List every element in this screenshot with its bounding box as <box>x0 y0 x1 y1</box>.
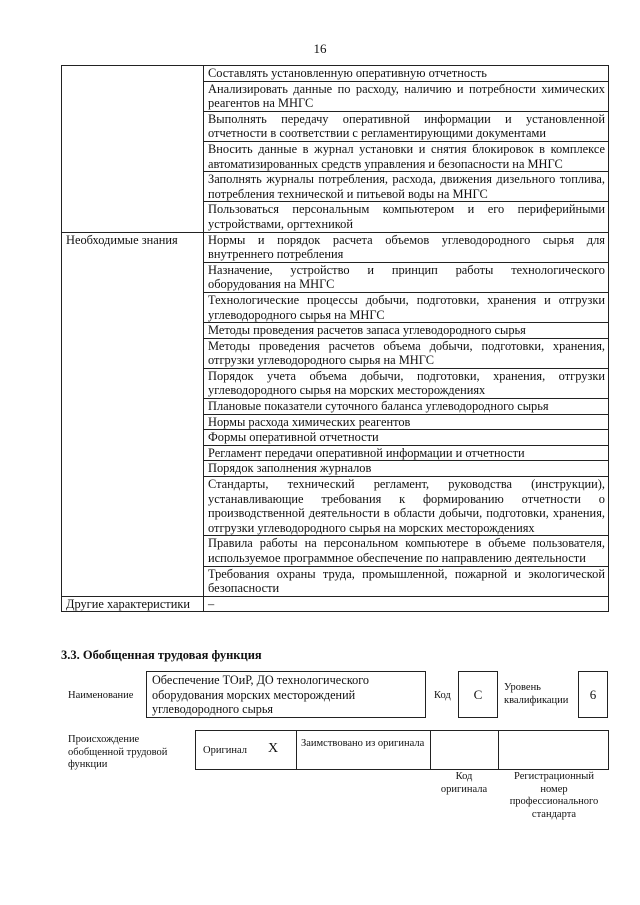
level-label: Уровень квалификации <box>504 682 569 706</box>
registration-number-caption: Регистрационный номер профессионального стандарта <box>509 771 599 820</box>
code-label: Код <box>434 690 451 701</box>
table-row <box>62 232 609 262</box>
page-number: 16 <box>313 41 327 56</box>
skill-item: Анализировать данные по расходу, наличию и потребности химических реагентов на МНГС <box>204 81 609 111</box>
knowledge-item: Порядок заполнения журналов <box>204 461 609 477</box>
name-label: Наименование <box>68 690 134 701</box>
level-value: 6 <box>589 687 597 702</box>
knowledge-item: Правила работы на персональном компьютере в объеме пользователя, используемое программное обеспечение по направлению деятельности <box>204 536 609 566</box>
divider <box>498 730 499 770</box>
table-row <box>62 596 609 612</box>
skill-item: Выполнять передачу оперативной информации и установленной отчетности в соответствии с регламентирующими документами <box>204 111 609 141</box>
table-row <box>62 66 609 82</box>
knowledge-item: Назначение, устройство и принцип работы технологического оборудования на МНГС <box>204 262 609 292</box>
skill-item: Заполнять журналы потребления, расхода, движения дизельного топлива, потребления технической и питьевой воды на МНГС <box>204 172 609 202</box>
knowledge-item: Формы оперативной отчетности <box>204 430 609 446</box>
knowledge-item: Плановые показатели суточного баланса углеводородного сырья <box>204 399 609 415</box>
borrowed-label: Заимствовано из оригинала <box>301 738 425 749</box>
code-box <box>458 671 498 718</box>
knowledge-item: Требования охраны труда, промышленной, пожарной и экологической безопасности <box>204 566 609 596</box>
knowledge-item: Стандарты, технический регламент, руководства (инструкции), устанавливающие требования к формированию отчетности о производственной деятельности в области добычи, подготовки, хранения, отгрузки углеводородного сырья на морских месторождениях <box>204 477 609 536</box>
knowledge-item: Нормы расхода химических реагентов <box>204 414 609 430</box>
other-value: – <box>204 596 609 612</box>
divider <box>296 730 297 770</box>
code-value: С <box>473 687 483 702</box>
knowledge-item: Методы проведения расчетов объема добычи, подготовки, хранения, отгрузки углеводородного сырья на МНГС <box>204 338 609 368</box>
code-original-caption: Код оригинала <box>440 771 488 795</box>
skill-item: Составлять установленную оперативную отчетность <box>204 66 609 82</box>
knowledge-item: Технологические процессы добычи, подготовки, хранения и отгрузки углеводородного сырья на МНГС <box>204 292 609 322</box>
knowledge-item: Регламент передачи оперативной информации и отчетности <box>204 445 609 461</box>
table-cell-empty <box>62 66 204 233</box>
origin-label: Происхождение обобщенной трудовой функции <box>68 734 168 770</box>
knowledge-item: Нормы и порядок расчета объемов углеводородного сырья для внутреннего потребления <box>204 232 609 262</box>
knowledge-label: Необходимые знания <box>62 232 204 596</box>
other-label: Другие характеристики <box>62 596 204 612</box>
knowledge-item: Методы проведения расчетов запаса углеводородного сырья <box>204 323 609 339</box>
original-label: Оригинал <box>203 745 247 756</box>
original-mark: X <box>268 741 279 756</box>
skills-knowledge-table <box>61 65 609 612</box>
skill-item: Вносить данные в журнал установки и снятия блокировок в комплексе автоматизированных средств управления и безопасности на МНГС <box>204 141 609 171</box>
function-name-box <box>146 671 426 718</box>
level-box <box>578 671 608 718</box>
function-name-value: Обеспечение ТОиР, ДО технологического оборудования морских месторождений углеводородного сырья <box>152 673 370 716</box>
divider <box>430 730 431 770</box>
knowledge-item: Порядок учета объема добычи, подготовки, хранения, отгрузки углеводородного сырья на морских месторождениях <box>204 368 609 398</box>
skill-item: Пользоваться персональным компьютером и его периферийными устройствами, оргтехникой <box>204 202 609 232</box>
section-title: 3.3. Обобщенная трудовая функция <box>61 648 262 662</box>
